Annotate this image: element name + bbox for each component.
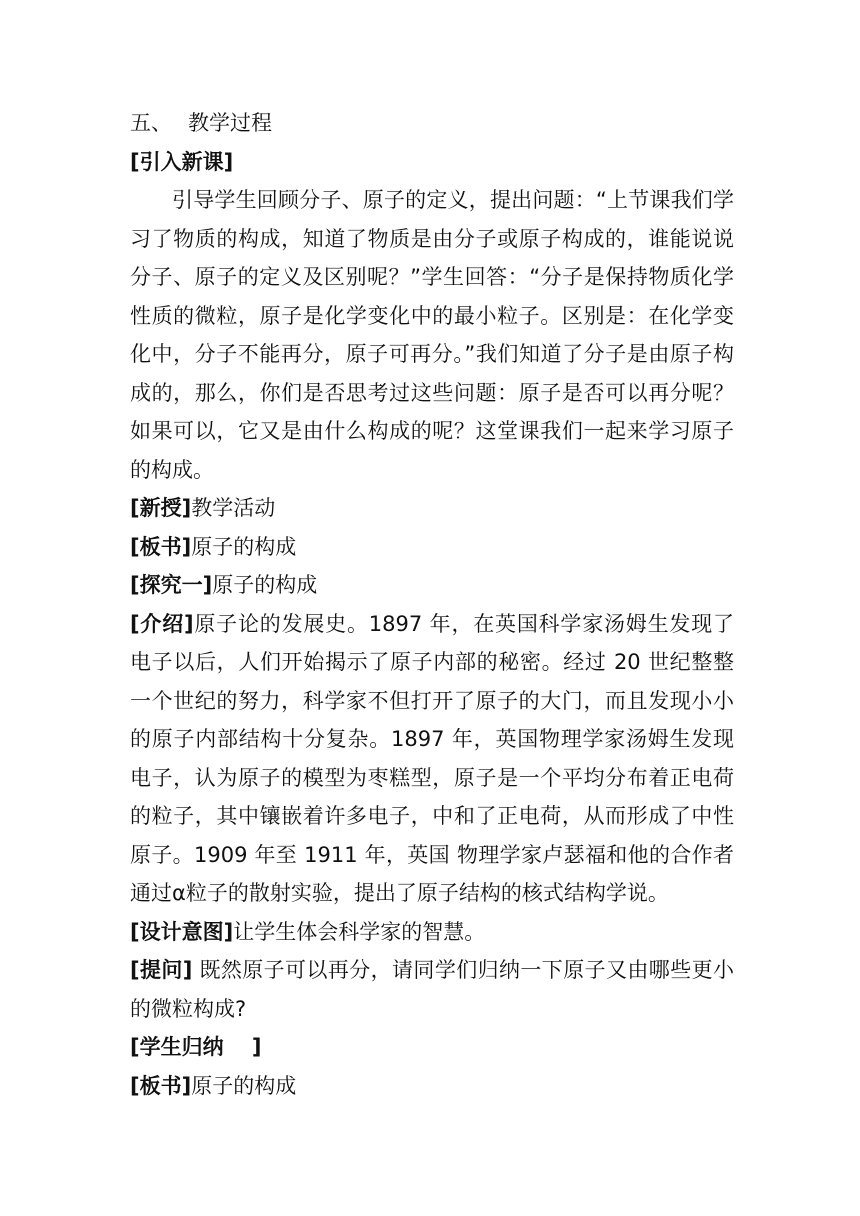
intro-tag-line (130, 143, 734, 182)
new-teaching-text: 教学活动 (191, 496, 276, 520)
design-intent-line (130, 913, 734, 952)
intro-tag: [引入新课] (130, 149, 234, 174)
question-text: 既然原子可以再分，请同学们归纳一下原子又由哪些更小的微粒构成? (130, 958, 734, 1021)
section-number: 五、 (130, 111, 172, 135)
introduction-tag: [介绍] (130, 611, 194, 636)
question-paragraph (130, 951, 734, 1028)
board-line-2 (130, 1067, 734, 1106)
new-teaching-line (130, 489, 734, 528)
board-text-2: 原子的构成 (191, 1073, 297, 1098)
new-teaching-tag: [新授] (130, 496, 192, 520)
board-tag-1: [板书] (130, 534, 192, 559)
board-tag-2: [板书] (130, 1073, 192, 1098)
introduction-text: 原子论的发展史。1897 年，在英国科学家汤姆生发现了电子以后，人们开始揭示了原子内部的秘密。经过 20 世纪整整一个世纪的努力，科学家不但打开了原子的大门，而且发现小小的原子内部结构十分复杂。1897 年，英国物理学家汤姆生发现电子，认为原子的模型为枣糕型，原子是一个平均分布着正电荷的粒子，其中镶嵌着许多电子，中和了正电荷，从而形成了中性原子。1909 年至 1911 年，英国 物理学家卢瑟福和他的合作者通过α粒子的散射实验，提出了原子结构的核式结构学说。 (130, 611, 734, 905)
section-title: 教学过程 (188, 111, 272, 135)
question-tag: [提问] (130, 958, 193, 982)
board-line-1 (130, 528, 734, 567)
explore-tag: [探究一] (130, 573, 213, 597)
explore-text: 原子的构成 (212, 573, 318, 597)
intro-paragraph: 引导学生回顾分子、原子的定义，提出问题：“上节课我们学习了物质的构成，知道了物质是由分子或原子构成的，谁能说说分子、原子的定义及区别呢？”学生回答：“分子是保持物质化学性质的微粒，原子是化学变化中的最小粒子。区别是：在化学变化中，分子不能再分，原子可再分。”我们知道了分子是由原子构成的，那么，你们是否思考过这些问题：原子是否可以再分呢？如果可以，它又是由什么构成的呢？这堂课我们一起来学习原子的构成。 (130, 188, 734, 482)
section-heading (130, 104, 734, 143)
board-text-1: 原子的构成 (191, 534, 297, 559)
introduction-paragraph (130, 605, 734, 913)
student-summary-line (130, 1028, 734, 1067)
document-page (130, 104, 734, 1105)
design-intent-tag: [设计意图] (130, 919, 234, 944)
explore-line (130, 566, 734, 605)
design-intent-text: 让学生体会科学家的智慧。 (233, 919, 486, 944)
student-summary-tag: [学生归纳 ] (130, 1035, 262, 1059)
